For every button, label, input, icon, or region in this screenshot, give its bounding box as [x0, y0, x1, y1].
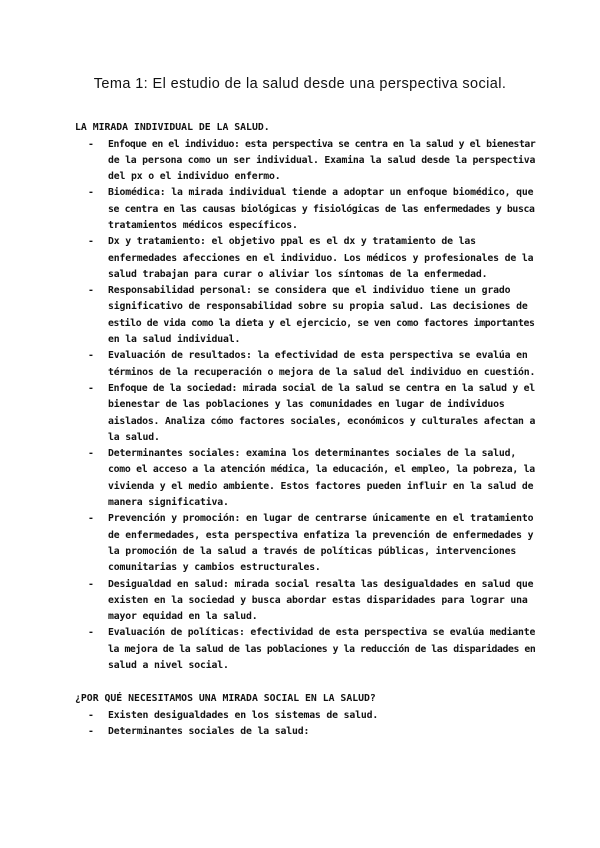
section-heading: LA MIRADA INDIVIDUAL DE LA SALUD. — [75, 122, 270, 133]
list-item-line: del px o el individuo enfermo. — [108, 171, 281, 183]
list-item-line: manera significativa. — [108, 497, 229, 509]
section-heading: ¿POR QUÉ NECESITAMOS UNA MIRADA SOCIAL EN LA SALUD? — [75, 693, 376, 704]
list-item-line: Evaluación de resultados: la efectividad de esta perspectiva se evalúa en — [108, 350, 528, 362]
list-item — [75, 137, 535, 186]
bullet-dash: - — [88, 382, 94, 394]
list-item-line: comunitarias y cambios estructurales. — [108, 562, 321, 574]
list-item-line: términos de la recuperación o mejora de la salud del individuo en cuestión. — [108, 366, 536, 378]
bullet-dash: - — [88, 627, 94, 639]
list-item-line: como el acceso a la atención médica, la educación, el empleo, la pobreza, la — [108, 464, 535, 476]
list-item-line: Enfoque en el individuo: esta perspectiva se centra en la salud y el bienestar — [108, 138, 536, 150]
list-item-line: de enfermedades, esta perspectiva enfatiza la prevención de enfermedades y — [108, 529, 534, 541]
list-item-line: Biomédica: la mirada individual tiende a adoptar un enfoque biomédico, que — [108, 187, 534, 199]
list-item — [75, 446, 535, 511]
bullet-dash: - — [88, 285, 94, 297]
list-item-line: Dx y tratamiento: el objetivo ppal es el dx y tratamiento de las — [108, 236, 476, 248]
list-item-line: Evaluación de políticas: efectividad de esta perspectiva se evalúa mediante — [108, 627, 536, 639]
list-item — [75, 724, 535, 740]
list-item-line: Desigualdad en salud: mirada social resalta las desigualdades en salud que — [108, 578, 534, 590]
list-item-line: en la salud individual. — [108, 334, 241, 346]
list-item — [75, 577, 535, 626]
list-item — [75, 185, 535, 234]
list-item-line: Determinantes sociales de la salud: — [108, 725, 310, 737]
bullet-dash: - — [88, 187, 94, 199]
section-social — [75, 690, 535, 740]
list-item-line: mayor equidad en la salud. — [108, 611, 258, 623]
list-item-line: Determinantes sociales: examina los determinantes sociales de la salud, — [108, 448, 517, 460]
page-title: Tema 1: El estudio de la salud desde una perspectiva social. — [93, 76, 507, 92]
list-item-line: salud a nivel social. — [108, 660, 229, 671]
list-item-line: vivienda y el medio ambiente. Estos factores pueden influir en la salud de — [108, 480, 534, 492]
list-item-line: Existen desigualdades en los sistemas de salud. — [108, 709, 379, 721]
list-item — [75, 708, 535, 724]
list-item-line: Responsabilidad personal: se considera que el individuo tiene un grado — [108, 285, 511, 297]
list-item-line: Prevención y promoción: en lugar de centrarse únicamente en el tratamiento — [108, 513, 534, 525]
bullet-dash: - — [88, 725, 94, 737]
bullet-dash: - — [88, 448, 94, 460]
list-item-line: bienestar de las poblaciones y las comunidades en lugar de individuos — [108, 399, 505, 411]
bullet-dash: - — [88, 138, 94, 150]
list-item — [75, 283, 535, 348]
list-item-line: la mejora de la salud de las poblaciones y la reducción de las disparidades en — [108, 643, 536, 655]
bullet-list — [75, 137, 535, 675]
list-item — [75, 511, 535, 576]
bullet-list — [75, 708, 535, 741]
list-item — [75, 381, 535, 446]
list-item — [75, 234, 535, 283]
bullet-dash: - — [88, 513, 94, 525]
bullet-dash: - — [88, 350, 94, 362]
bullet-dash: - — [88, 578, 94, 590]
list-item — [75, 348, 535, 381]
list-item-line: tratamientos médicos específicos. — [108, 219, 298, 231]
list-item-line: existen en la sociedad y busca abordar estas disparidades para lograr una — [108, 594, 528, 606]
list-item-line: la promoción de la salud a través de políticas públicas, intervenciones — [108, 545, 517, 557]
list-item-line: Enfoque de la sociedad: mirada social de la salud se centra en la salud y el — [108, 382, 535, 394]
list-item-line: se centra en las causas biológicas y fisiológicas de las enfermedades y busca — [108, 203, 535, 215]
list-item-line: salud trabajan para curar o aliviar los síntomas de la enfermedad. — [108, 268, 488, 280]
list-item-line: enfermedades afecciones en el individuo. Los médicos y profesionales de la — [108, 252, 534, 264]
list-item-line: significativo de responsabilidad sobre su propia salud. Las decisiones de — [108, 301, 528, 313]
list-item-line: estilo de vida como la dieta y el ejercicio, se ven como factores importantes — [108, 317, 535, 329]
bullet-dash: - — [88, 236, 94, 248]
list-item-line: la salud. — [108, 431, 160, 443]
list-item-line: aislados. Analiza cómo factores sociales, económicos y culturales afectan a — [108, 415, 536, 427]
bullet-dash: - — [88, 709, 94, 721]
list-item-line: de la persona como un ser individual. Examina la salud desde la perspectiva — [108, 154, 536, 166]
section-individual — [75, 119, 535, 674]
list-item — [75, 625, 535, 674]
